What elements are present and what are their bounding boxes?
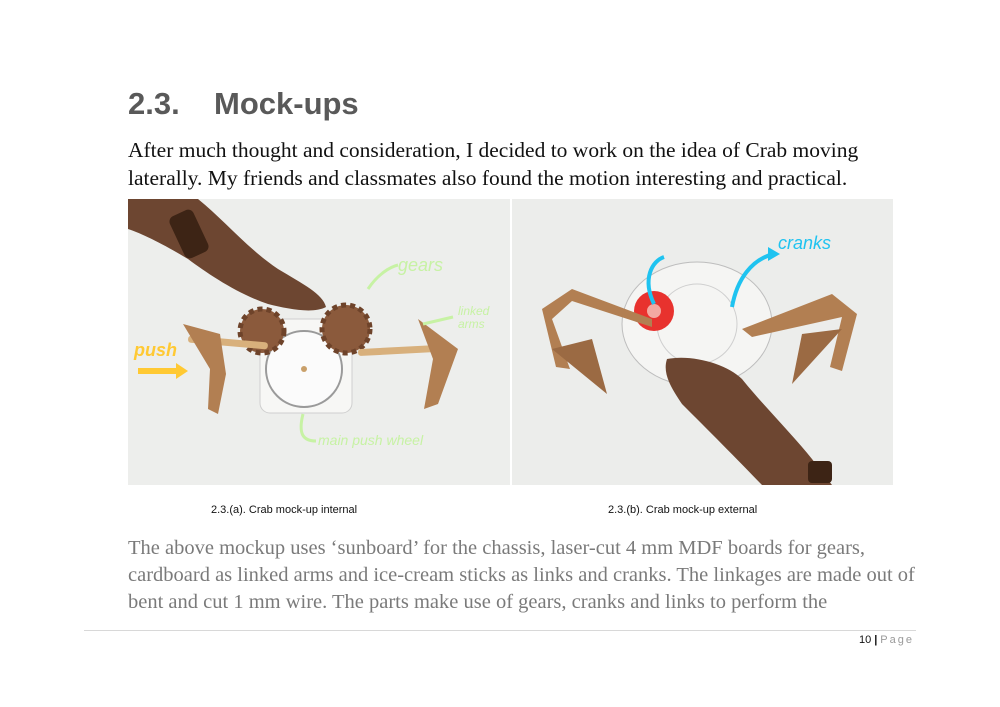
footer-rule: [84, 630, 916, 631]
cranks-annotation: cranks: [778, 233, 832, 253]
figure-caption-external: 2.3.(b). Crab mock-up external: [608, 504, 758, 516]
page-number: 10: [858, 634, 872, 646]
footer-separator: |: [874, 634, 878, 646]
page-label: Page: [880, 634, 914, 646]
page-footer: [859, 634, 914, 646]
section-number: 2.3.: [128, 86, 180, 121]
section-heading: [128, 86, 359, 122]
intro-paragraph: After much thought and consideration, I decided to work on the idea of Crab moving laterally. My friends and classmates also found the motion interesting and practical.: [128, 138, 859, 190]
figure-caption-internal: 2.3.(a). Crab mock-up internal: [211, 504, 358, 516]
body-paragraph: The above mockup uses ‘sunboard’ for the chassis, laser-cut 4 mm MDF boards for gears, cardboard as linked arms and ice-cream sticks as links and cranks. The linkages are made out of bent and cut 1 mm wire. The parts make use of gears, cranks and links to perform the: [128, 537, 915, 613]
crab-mockup-internal-photo: [128, 199, 510, 485]
gears-annotation: gears: [398, 255, 444, 275]
wheel-annotation: main push wheel: [318, 432, 424, 448]
linked-arms-annotation: linked arms: [458, 304, 490, 331]
crab-mockup-external-photo: [512, 199, 893, 485]
section-title: Mock-ups: [214, 86, 359, 121]
push-annotation: push: [134, 340, 177, 360]
